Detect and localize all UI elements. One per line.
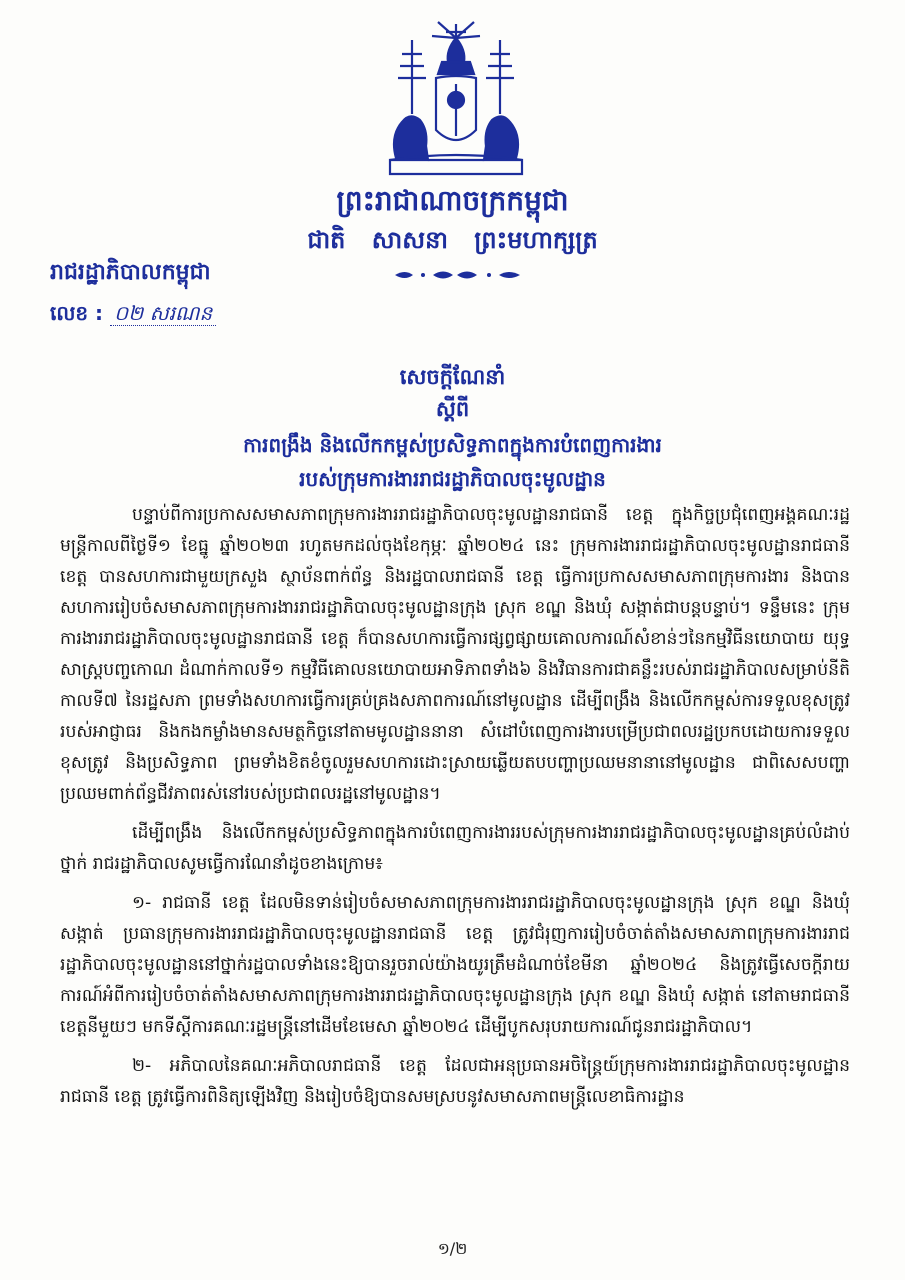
- body-paragraph-3: ១- រាជធានី ខេត្ត ដែលមិនទាន់រៀបចំសមាសភាពក្រុមការងាររាជរដ្ឋាភិបាលចុះមូលដ្ឋានក្រុង ស្រុក ខណ្ឌ និងឃុំ សង្កាត់ ប្រធានក្រុមការងាររាជរដ្ឋាភិបាលចុះមូលដ្ឋានរាជធានី ខេត្ត ត្រូវជំរុញការរៀបចំចាត់តាំងសមាសភាពក្រុមការងាររាជរដ្ឋាភិបាលចុះមូលដ្ឋាននៅថ្នាក់រដ្ឋបាលទាំងនេះឱ្យបានរួចរាល់យ៉ាងយូរត្រឹមដំណាច់ខែមីនា ឆ្នាំ២០២៤ និងត្រូវធ្វើសេចក្តីរាយការណ៍អំពីការរៀបចំចាត់តាំងសមាសភាពក្រុមការងាររាជរដ្ឋាភិបាលចុះមូលដ្ឋានក្រុង ស្រុក ខណ្ឌ និងឃុំ សង្កាត់ នៅតាមរាជធានី ខេត្តនីមួយៗ មកទីស្តីការគណៈរដ្ឋមន្ត្រីនៅដើមខែមេសា ឆ្នាំ២០២៤ ដើម្បីបូកសរុបរាយការណ៍ជូនរាជរដ្ឋាភិបាល។: [60, 893, 850, 1037]
- national-motto: ជាតិ សាសនា ព្រះមហាក្សត្រ: [307, 226, 598, 254]
- document-subject: [0, 428, 905, 496]
- document-type: សេចក្តីណែនាំ: [399, 365, 506, 389]
- ornament-divider-icon: [395, 266, 520, 284]
- reference-value: ០២ សរណន: [110, 301, 216, 326]
- body-paragraph-1: បន្ទាប់ពីការប្រកាសសមាសភាពក្រុមការងាររាជរដ្ឋាភិបាលចុះមូលដ្ឋានរាជធានី ខេត្ត ក្នុងកិច្ចប្រជុំពេញអង្គគណៈរដ្ឋមន្ត្រីកាលពីថ្ងៃទី១ ខែធ្នូ ឆ្នាំ២០២៣ រហូតមកដល់ចុងខែកុម្ភៈ ឆ្នាំ២០២៤ នេះ ក្រុមការងាររាជរដ្ឋាភិបាលចុះមូលដ្ឋានរាជធានី ខេត្ត បានសហការជាមួយក្រសួង ស្ថាប័នពាក់ព័ន្ធ និងរដ្ឋបាលរាជធានី ខេត្ត ធ្វើការប្រកាសសមាសភាពក្រុមការងារ និងបានសហការរៀបចំសមាសភាពក្រុមការងាររាជរដ្ឋាភិបាលចុះមូលដ្ឋានក្រុង ស្រុក ខណ្ឌ និងឃុំ សង្កាត់ជាបន្តបន្ទាប់។ ទន្ទឹមនេះ ក្រុមការងាររាជរដ្ឋាភិបាលចុះមូលដ្ឋានរាជធានី ខេត្ត ក៏បានសហការធ្វើការផ្សព្វផ្សាយគោលការណ៍សំខាន់ៗនៃកម្មវិធីនយោបាយ យុទ្ធសាស្ត្របញ្ចកោណ ដំណាក់កាលទី១ កម្មវិធីគោលនយោបាយអាទិភាពទាំង៦ និងវិធានការជាគន្លឹះរបស់រាជរដ្ឋាភិបាលសម្រាប់នីតិកាលទី៧ នៃរដ្ឋសភា ព្រមទាំងសហការធ្វើការគ្រប់គ្រងសភាពការណ៍នៅមូលដ្ឋាន ដើម្បីពង្រឹង និងលើកកម្ពស់ការទទួលខុសត្រូវរបស់អាជ្ញាធរ និងកងកម្លាំងមានសមត្ថកិច្ចនៅតាមមូលដ្ឋាននានា សំដៅបំពេញការងារបម្រើប្រជាពលរដ្ឋប្រកបដោយការទទួលខុសត្រូវ និងប្រសិទ្ធភាព ព្រមទាំងខិតខំចូលរួមសហការដោះស្រាយឆ្លើយតបបញ្ហាប្រឈមនានានៅមូលដ្ឋាន ជាពិសេសបញ្ហាប្រឈមពាក់ព័ន្ធជីវភាពរស់នៅរបស់ប្រជាពលរដ្ឋនៅមូលដ្ឋាន។: [60, 505, 850, 804]
- royal-coat-of-arms-emblem: [376, 18, 536, 178]
- issuing-government: រាជរដ្ឋាភិបាលកម្ពុជា: [50, 260, 211, 285]
- reference-label: លេខ :: [50, 301, 104, 325]
- body-paragraph-4: ២- អភិបាលនៃគណៈអភិបាលរាជធានី ខេត្ត ដែលជាអនុប្រធានអចិន្ត្រៃយ៍ក្រុមការងាររាជរដ្ឋាភិបាលចុះមូលដ្ឋានរាជធានី ខេត្ត ត្រូវធ្វើការពិនិត្យឡើងវិញ និងរៀបចំឱ្យបានសមស្របនូវសមាសភាពមន្ត្រីលេខាធិការដ្ឋាន: [60, 1056, 850, 1107]
- kingdom-title: ព្រះរាជាណាចក្រកម្ពុជា: [336, 184, 569, 217]
- reference-number: [50, 300, 216, 330]
- subject-line-1: ការពង្រឹង និងលើកកម្ពស់ប្រសិទ្ធភាពក្នុងការបំពេញការងារ: [243, 433, 662, 457]
- subject-line-2: របស់ក្រុមការងាររាជរដ្ឋាភិបាលចុះមូលដ្ឋាន: [299, 467, 606, 491]
- document-body: [60, 500, 850, 1121]
- body-paragraph-2: ដើម្បីពង្រឹង និងលើកកម្ពស់ប្រសិទ្ធភាពក្នុងការបំពេញការងាររបស់ក្រុមការងាររាជរដ្ឋាភិបាលចុះមូលដ្ឋានគ្រប់លំដាប់ថ្នាក់ រាជរដ្ឋាភិបាលសូមធ្វើការណែនាំដូចខាងក្រោម៖: [60, 823, 850, 874]
- page-number: ១/២: [437, 1239, 468, 1258]
- document-about: ស្តីពី: [435, 397, 470, 421]
